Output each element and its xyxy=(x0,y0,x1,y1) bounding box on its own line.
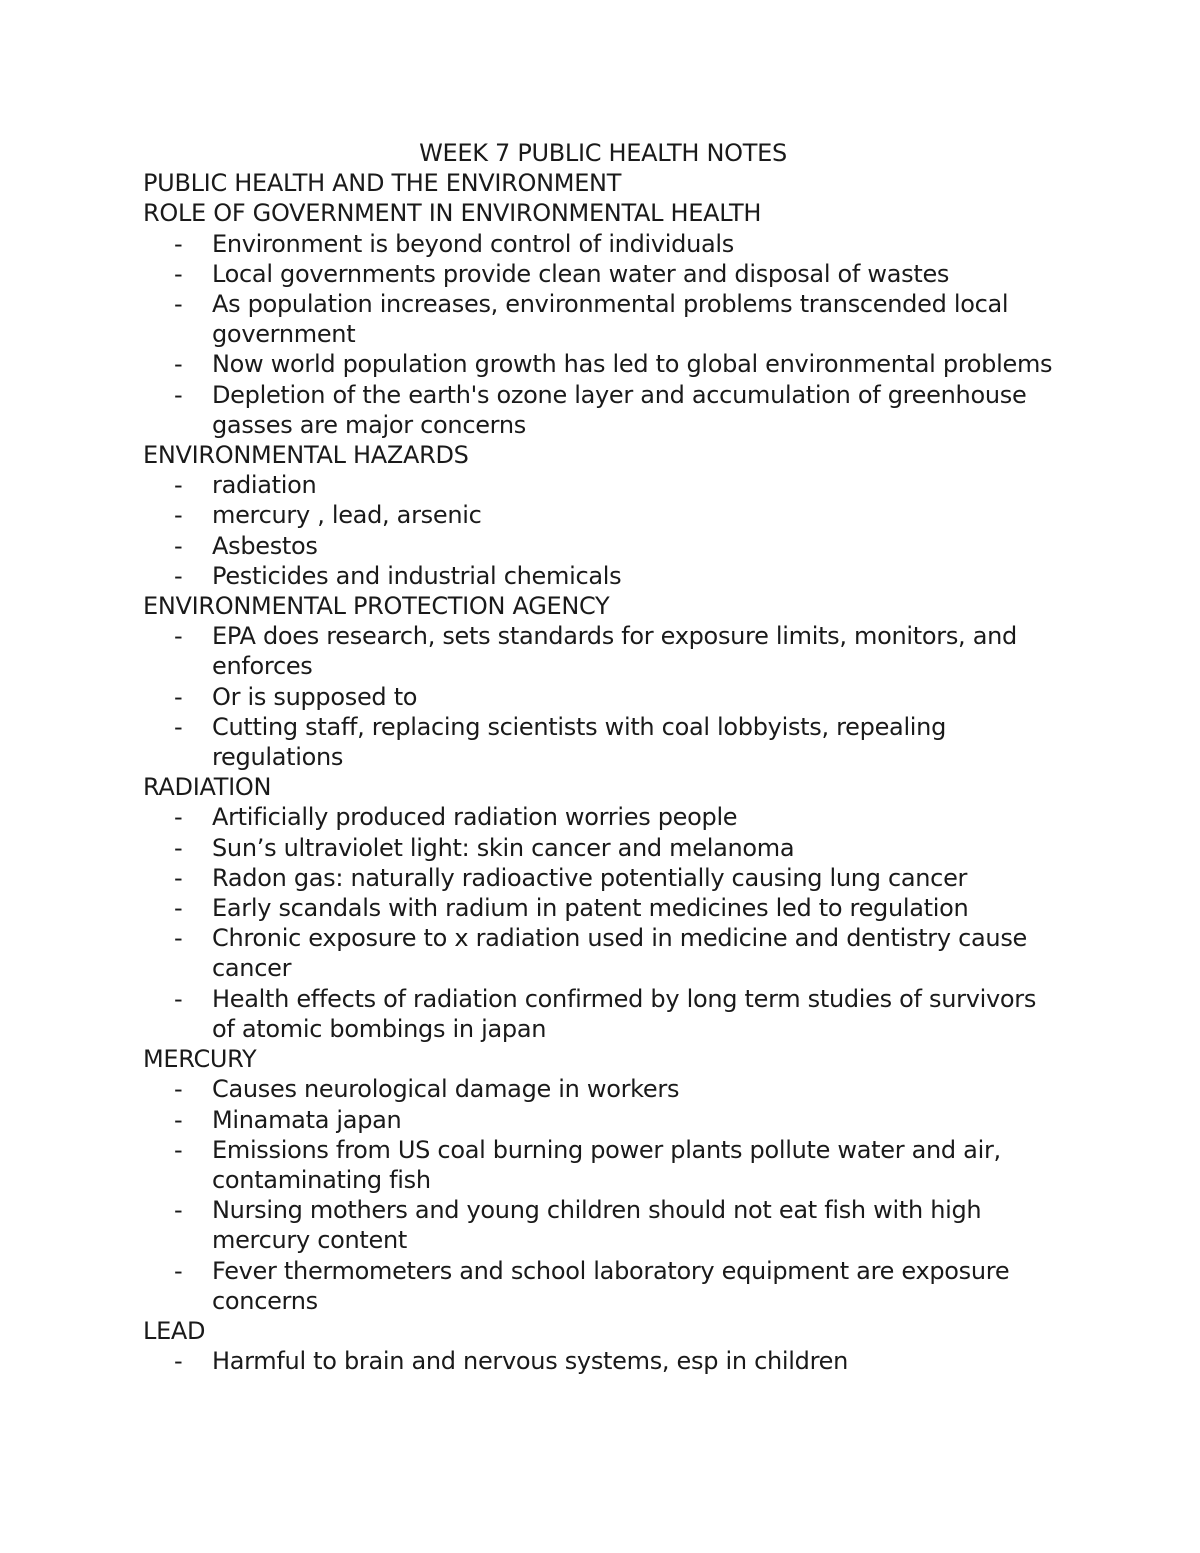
list-item xyxy=(143,289,1063,349)
list-item xyxy=(143,380,1063,440)
dash-bullet: - xyxy=(174,803,183,832)
document-title: WEEK 7 PUBLIC HEALTH NOTES xyxy=(419,139,787,167)
dash-bullet: - xyxy=(174,1347,183,1376)
dash-bullet: - xyxy=(174,1196,183,1225)
section-epa xyxy=(143,591,1063,772)
list-item xyxy=(143,682,1063,712)
list-item-text: Pesticides and industrial chemicals xyxy=(212,561,622,590)
section-heading: ROLE OF GOVERNMENT IN ENVIRONMENTAL HEALTH xyxy=(143,199,762,228)
list-item-text: Nursing mothers and young children should not eat fish with high mercury content xyxy=(212,1196,982,1255)
dash-bullet: - xyxy=(174,1105,183,1134)
bullet-list xyxy=(143,802,1063,1044)
list-item xyxy=(143,802,1063,832)
list-item-text: Emissions from US coal burning power plants pollute water and air, contaminating fish xyxy=(212,1135,1001,1194)
list-item xyxy=(143,863,1063,893)
list-item xyxy=(143,621,1063,681)
list-item xyxy=(143,984,1063,1044)
section-heading: LEAD xyxy=(143,1316,206,1345)
list-item-text: Local governments provide clean water and disposal of wastes xyxy=(212,259,950,288)
bullet-list xyxy=(143,1346,1063,1376)
dash-bullet: - xyxy=(174,924,183,953)
dash-bullet: - xyxy=(174,894,183,923)
bullet-list xyxy=(143,621,1063,772)
section-mercury xyxy=(143,1044,1063,1316)
section-heading: RADIATION xyxy=(143,773,272,802)
list-item xyxy=(143,561,1063,591)
list-item-text: As population increases, environmental problems transcended local government xyxy=(212,290,1009,349)
section-heading: PUBLIC HEALTH AND THE ENVIRONMENT xyxy=(143,169,622,198)
list-item xyxy=(143,923,1063,983)
list-item-text: Cutting staff, replacing scientists with coal lobbyists, repealing regulations xyxy=(212,712,947,772)
list-item-text: Depletion of the earth's ozone layer and accumulation of greenhouse gasses are major concerns xyxy=(212,380,1027,439)
list-item xyxy=(143,500,1063,530)
list-item xyxy=(143,531,1063,561)
dash-bullet: - xyxy=(174,833,183,862)
list-item xyxy=(143,1256,1063,1316)
bullet-list xyxy=(143,1074,1063,1316)
list-item xyxy=(143,1346,1063,1376)
list-item-text: Chronic exposure to x radiation used in medicine and dentistry cause cancer xyxy=(212,924,1027,983)
section-radiation xyxy=(143,772,1063,1044)
section-heading: ENVIRONMENTAL HAZARDS xyxy=(143,441,469,470)
dash-bullet: - xyxy=(174,622,183,651)
dash-bullet: - xyxy=(174,229,183,258)
list-item xyxy=(143,349,1063,379)
dash-bullet: - xyxy=(174,501,183,530)
list-item-text: Early scandals with radium in patent medicines led to regulation xyxy=(212,894,969,923)
list-item-text: EPA does research, sets standards for exposure limits, monitors, and enforces xyxy=(212,622,1017,681)
document-page xyxy=(143,138,1063,1376)
dash-bullet: - xyxy=(174,471,183,500)
bullet-list xyxy=(143,470,1063,591)
list-item-text: Fever thermometers and school laboratory equipment are exposure concerns xyxy=(212,1256,1010,1315)
list-item xyxy=(143,229,1063,259)
dash-bullet: - xyxy=(174,1135,183,1164)
dash-bullet: - xyxy=(174,984,183,1013)
dash-bullet: - xyxy=(174,1075,183,1104)
dash-bullet: - xyxy=(174,380,183,409)
dash-bullet: - xyxy=(174,712,183,741)
dash-bullet: - xyxy=(174,561,183,590)
bullet-list xyxy=(143,229,1063,440)
dash-bullet: - xyxy=(174,531,183,560)
list-item xyxy=(143,259,1063,289)
list-item xyxy=(143,1135,1063,1195)
list-item-text: Environment is beyond control of individuals xyxy=(212,229,734,258)
list-item xyxy=(143,1105,1063,1135)
list-item-text: Asbestos xyxy=(212,531,318,560)
dash-bullet: - xyxy=(174,863,183,892)
list-item-text: Harmful to brain and nervous systems, esp in children xyxy=(212,1347,848,1376)
dash-bullet: - xyxy=(174,290,183,319)
dash-bullet: - xyxy=(174,682,183,711)
list-item-text: Radon gas: naturally radioactive potentially causing lung cancer xyxy=(212,863,968,892)
list-item-text: Health effects of radiation confirmed by long term studies of survivors of atomic bombings in japan xyxy=(212,984,1037,1043)
section-public-health-environment xyxy=(143,168,1063,198)
list-item-text: Or is supposed to xyxy=(212,682,418,711)
dash-bullet: - xyxy=(174,1256,183,1285)
list-item-text: Causes neurological damage in workers xyxy=(212,1075,680,1104)
section-heading: ENVIRONMENTAL PROTECTION AGENCY xyxy=(143,592,610,621)
list-item-text: Now world population growth has led to global environmental problems xyxy=(212,350,1053,379)
dash-bullet: - xyxy=(174,350,183,379)
section-heading: MERCURY xyxy=(143,1045,257,1074)
list-item xyxy=(143,470,1063,500)
list-item-text: Sun’s ultraviolet light: skin cancer and melanoma xyxy=(212,833,795,862)
list-item xyxy=(143,1195,1063,1255)
list-item-text: radiation xyxy=(212,471,317,500)
section-lead xyxy=(143,1316,1063,1376)
list-item xyxy=(143,893,1063,923)
list-item-text: mercury , lead, arsenic xyxy=(212,501,482,530)
list-item-text: Artificially produced radiation worries people xyxy=(212,803,738,832)
list-item-text: Minamata japan xyxy=(212,1105,402,1134)
list-item xyxy=(143,833,1063,863)
dash-bullet: - xyxy=(174,259,183,288)
section-environmental-hazards xyxy=(143,440,1063,591)
section-role-of-government xyxy=(143,198,1063,440)
list-item xyxy=(143,712,1063,772)
list-item xyxy=(143,1074,1063,1104)
